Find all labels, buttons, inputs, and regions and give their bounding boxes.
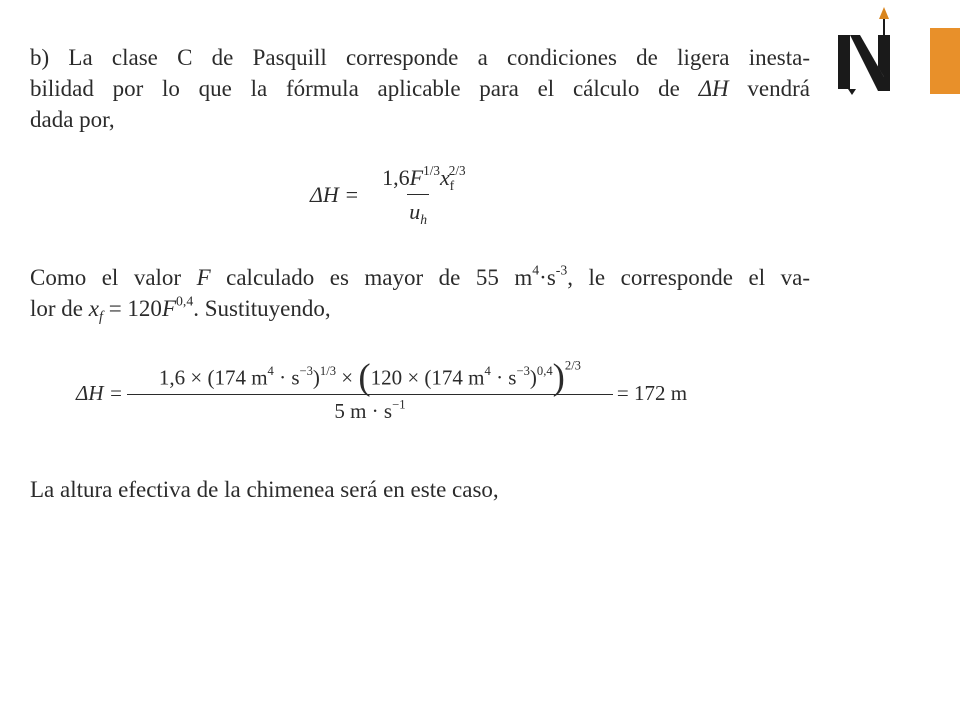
paragraph-f-value xyxy=(30,262,810,324)
paragraph-line: La altura efectiva de la chimenea será en este caso, xyxy=(30,477,499,502)
formula-lhs: ΔH = xyxy=(310,182,360,207)
formula-denominator: 5 $m \cdot s^{-1}$ xyxy=(127,394,613,424)
formula-fraction xyxy=(127,356,613,424)
formula-fraction xyxy=(363,165,473,225)
paragraph-effective-height xyxy=(30,474,810,505)
paragraph-line: bilidad por lo que la fórmula aplicable para el cálculo de ΔH vendrá xyxy=(30,76,810,101)
paragraph-pasquill-class xyxy=(30,42,810,135)
formula-numerator: 1,6 × (174 $m^4 \cdot s^{-3})^{1/3} \times (120 \times (174$ $m^4 \cdot s^{-3})^{0,4})^{2/3}$ xyxy=(158,356,581,397)
paragraph-line: b) La clase C de Pasquill corresponde a condiciones de ligera inesta- xyxy=(30,45,810,70)
formula-denominator: $u_h$ xyxy=(407,194,429,225)
formula-delta-h-substituted xyxy=(76,356,688,424)
paragraph-line: Como el valor F calculado es mayor de 55 $m^4\cdot s^{-3}$, le corresponde el va- xyxy=(30,262,810,290)
formula-numerator: $1,6F^{1/3}x^{2/3}_f$ xyxy=(382,163,466,193)
formula-delta-h-general xyxy=(310,165,477,225)
paragraph-line: dada por, xyxy=(30,107,115,132)
accent-bar xyxy=(930,28,960,94)
formula-lhs: ΔH = xyxy=(76,380,123,405)
paragraph-line: lor de $x_f = 120F^{0,4}$. Sustituyendo, xyxy=(30,293,331,325)
formula-result: = 172 m xyxy=(616,380,688,405)
n-arrow-logo-icon xyxy=(838,5,900,97)
